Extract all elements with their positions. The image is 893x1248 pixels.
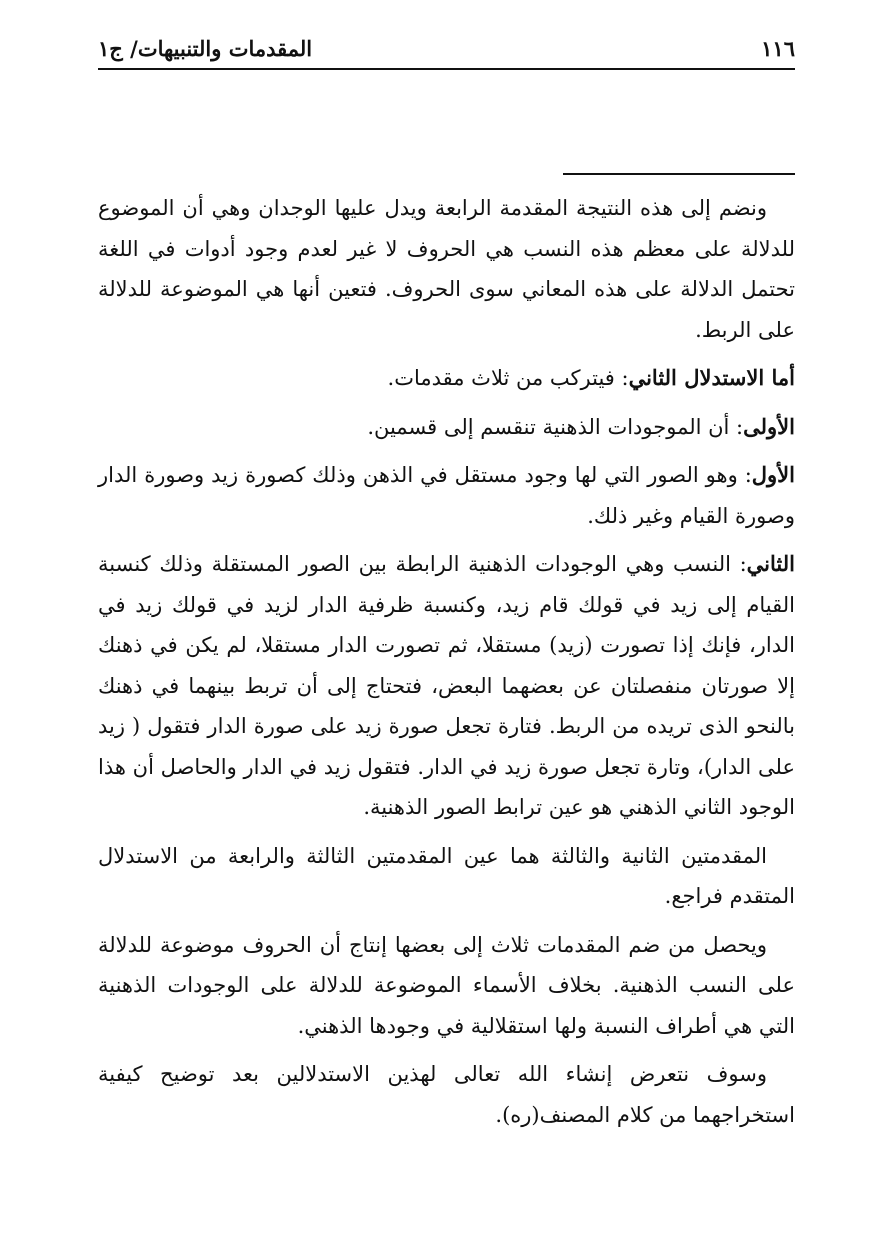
paragraph: الأول: وهو الصور التي لها وجود مستقل في الذهن وذلك كصورة زيد وصورة الدار وصورة القيام وغير ذلك. <box>98 462 795 528</box>
paragraph: أما الاستدلال الثاني: فيتركب من ثلاث مقدمات. <box>387 365 795 390</box>
paragraph: ونضم إلى هذه النتيجة المقدمة الرابعة ويدل عليها الوجدان وهي أن الموضوع للدلالة على معظم هذه النسب هي الحروف لا غير لعدم وجود أدوات في اللغة تحتمل الدلالة على هذه المعاني سوى الحروف. فتعين أنها هي الموضوعة للدلالة على الربط. <box>98 196 795 342</box>
paragraph-heading: أما الاستدلال الثاني <box>628 365 795 390</box>
paragraph-heading: الأول <box>751 462 795 487</box>
header-rule <box>98 68 795 70</box>
running-title: المقدمات والتنبيهات/ ج١ <box>98 36 313 61</box>
paragraph: الأولى: أن الموجودات الذهنية تنقسم إلى قسمين. <box>367 413 795 439</box>
separator-rule <box>563 173 795 175</box>
paragraph: وسوف نتعرض إنشاء الله تعالى لهذين الاستدلالين بعد توضيح كيفية استخراجهما من كلام المصنف(ره). <box>98 1062 795 1127</box>
paragraph-heading: الثاني <box>746 551 795 576</box>
paragraph: ويحصل من ضم المقدمات ثلاث إلى بعضها إنتاج أن الحروف موضوعة للدلالة على النسب الذهنية. بخلاف الأسماء الموضوعة للدلالة على الوجودات الذهنية التي هي أطراف النسبة ولها استقلالية في وجودها الذهني. <box>98 932 795 1038</box>
paragraph: الثاني: النسب وهي الوجودات الذهنية الرابطة بين الصور المستقلة وذلك كنسبة القيام إلى زيد في قولك قام زيد، وكنسبة ظرفية الدار لزيد في قولك زيد في الدار، فإنك إذا تصورت (زيد) مستقلا، ثم تصورت الدار مستقلا، لم يكن في ذهنك إلا صورتان منفصلتان عن بعضهما البعض، فتحتاج إلى أن تربط بينهما في ذهنك بالنحو الذى تريده من الربط. فتارة تجعل صورة زيد على صورة الدار فتقول ( زيد على الدار)، وتارة تجعل صورة زيد في الدار. فتقول زيد في الدار والحاصل أن هذا الوجود الثاني الذهني هو عين ترابط الصور الذهنية. <box>98 551 795 819</box>
page-number: ١١٦ <box>761 36 795 61</box>
paragraph: المقدمتين الثانية والثالثة هما عين المقدمتين الثالثة والرابعة من الاستدلال المتقدم فراجع. <box>98 843 795 908</box>
page-header <box>98 30 795 70</box>
paragraph-heading: الأولى <box>743 413 795 439</box>
page-body <box>98 188 795 1143</box>
